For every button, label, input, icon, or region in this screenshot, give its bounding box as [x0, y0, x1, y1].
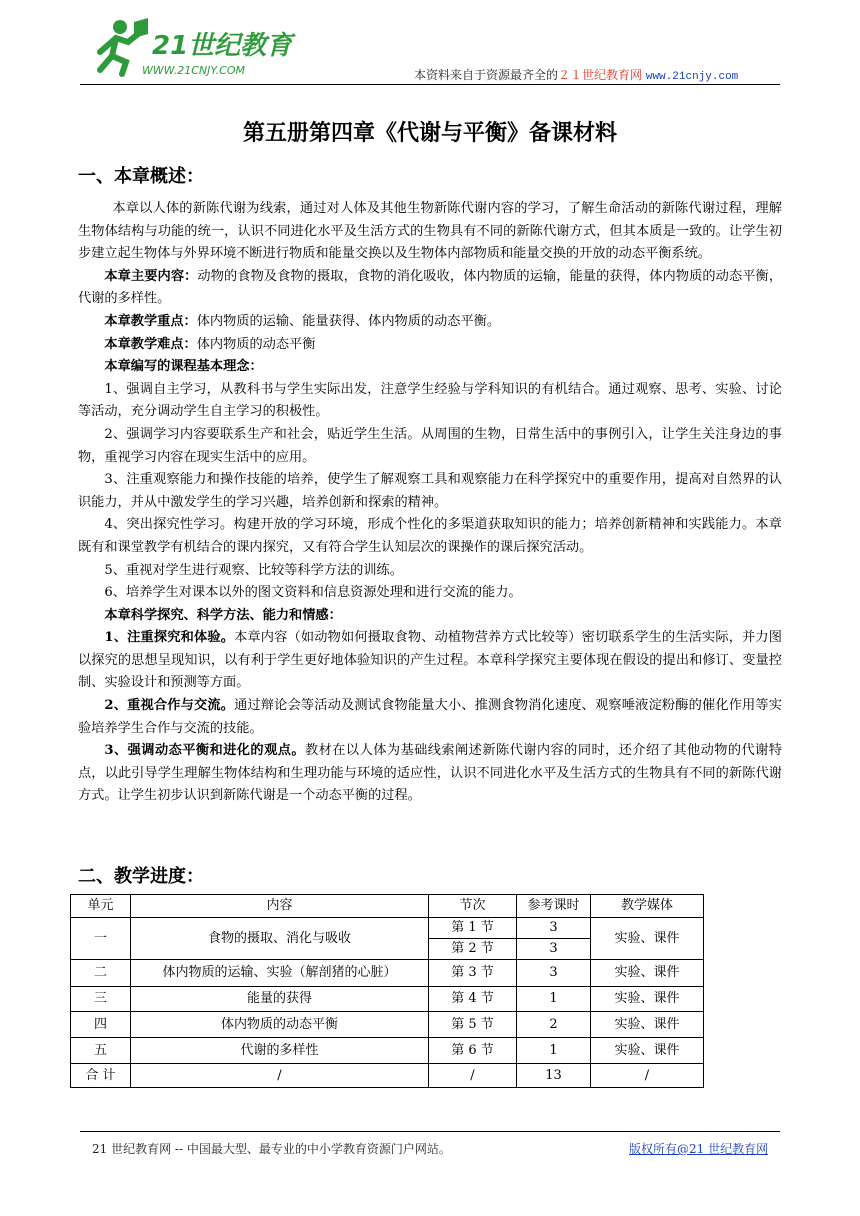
hours-cell: 13 [517, 1064, 591, 1088]
idea-item: 2、强调学习内容要联系生产和社会，贴近学生生活。从周围的生物，日常生活中的事例引入，让学生关注身边的事物，重视学习内容在现实生活中的应用。 [78, 426, 782, 465]
header-cell: 教学媒体 [591, 895, 704, 918]
media-cell: 实验、课件 [591, 987, 704, 1012]
hours-cell: 3 [517, 918, 591, 939]
hours-cell: 1 [517, 987, 591, 1012]
page-title: 第五册第四章《代谢与平衡》备课材料 [242, 121, 617, 146]
content-cell: 体内物质的动态平衡 [131, 1012, 429, 1038]
header-brand: ２１世纪教育网 [558, 68, 643, 82]
content-cell: 食物的摄取、消化与吸收 [131, 918, 429, 960]
header-cell: 单元 [71, 895, 131, 918]
unit-cell: 五 [71, 1038, 131, 1064]
ideas-heading: 本章编写的课程基本理念： [104, 359, 263, 375]
media-cell: 实验、课件 [591, 1012, 704, 1038]
header-site-link[interactable]: www.21cnjy.com [645, 71, 739, 83]
science-heading: 本章科学探究、科学方法、能力和情感： [104, 607, 342, 623]
section-cell: 第 1 节 [429, 918, 517, 939]
table-row [71, 1038, 704, 1064]
total-label-cell: 合 计 [71, 1064, 131, 1088]
header-source-note [414, 66, 738, 83]
section-cell: 第 2 节 [429, 939, 517, 960]
table-row [71, 918, 704, 939]
svg-text:WWW.21CNJY.COM: WWW.21CNJY.COM [142, 64, 246, 77]
unit-cell: 二 [71, 960, 131, 987]
content-cell: 体内物质的运输、实验（解剖猪的心脏） [131, 960, 429, 987]
header-cell: 内容 [131, 895, 429, 918]
content-cell: 代谢的多样性 [131, 1038, 429, 1064]
media-cell: 实验、课件 [591, 960, 704, 987]
media-cell: / [591, 1064, 704, 1088]
section2-heading: 二、教学进度： [78, 866, 204, 887]
svg-text:21世纪教育: 21世纪教育 [152, 31, 293, 61]
table-total-row [71, 1064, 704, 1088]
footer-rule [80, 1131, 780, 1132]
section-cell: 第 6 节 [429, 1038, 517, 1064]
footer-site-tagline: 21 世纪教育网 -- 中国最大型、最专业的中小学教育资源门户网站。 [92, 1142, 451, 1156]
header-cell: 节次 [429, 895, 517, 918]
table-row [71, 987, 704, 1012]
hours-cell: 1 [517, 1038, 591, 1064]
content-cell: / [131, 1064, 429, 1088]
intro-paragraph: 本章以人体的新陈代谢为线索，通过对人体及其他生物新陈代谢内容的学习，了解生命活动的新陈代谢过程，理解生物体结构与功能的统一，认识不同进化水平及生活方式的生物具有不同的新陈代谢方式，但其本质是一致的。让学生初步建立起生物体与外界环境不断进行物质和能量交换以及生物体内部物质和能量交换的开放的动态平衡系统。 [78, 201, 782, 262]
idea-item: 6、培养学生对课本以外的图文资料和信息资源处理和进行交流的能力。 [104, 585, 522, 601]
science-item: 1、注重探究和体验。本章内容（如动物如何摄取食物、动植物营养方式比较等）密切联系学生的生活实际，并力图以探究的思想呈现知识，以有利于学生更好地体验知识的产生过程。本章科学探究主要体现在假设的提出和修订、变量控制、实验设计和预测等方面。 [78, 630, 782, 691]
table-row [71, 1012, 704, 1038]
header-rule [80, 84, 780, 85]
science-item: 3、强调动态平衡和进化的观点。教材在以人体为基础线索阐述新陈代谢内容的同时，还介绍了其他动物的代谢特点，以此引导学生理解生物体结构和生理功能与环境的适应性，认识不同进化水平及生活方式的生物具有不同的新陈代谢方式。让学生初步认识到新陈代谢是一个动态平衡的过程。 [78, 743, 782, 804]
section-cell: 第 4 节 [429, 987, 517, 1012]
main-content-paragraph: 本章主要内容：动物的食物及食物的摄取，食物的消化吸收，体内物质的运输，能量的获得，体内物质的动态平衡，代谢的多样性。 [78, 268, 783, 307]
header-cell: 参考课时 [517, 895, 591, 918]
footer-copyright-link[interactable]: 版权所有@21 世纪教育网 [629, 1142, 769, 1156]
idea-item: 1、强调自主学习，从教科书与学生实际出发，注意学生经验与学科知识的有机结合。通过观察、思考、实验、讨论等活动，充分调动学生自主学习的积极性。 [78, 381, 782, 420]
unit-cell: 四 [71, 1012, 131, 1038]
section1-body [78, 198, 782, 808]
site-logo [82, 12, 302, 82]
section-cell: 第 3 节 [429, 960, 517, 987]
hours-cell: 3 [517, 960, 591, 987]
runner-logo-icon [82, 12, 302, 82]
idea-item: 3、注重观察能力和操作技能的培养，使学生了解观察工具和观察能力在科学探究中的重要作用，提高对自然界的认识能力，并从中激发学生的学习兴趣，培养创新和探索的精神。 [78, 472, 782, 510]
media-cell: 实验、课件 [591, 918, 704, 960]
table-header-row [71, 895, 704, 918]
section-cell: 第 5 节 [429, 1012, 517, 1038]
hours-cell: 3 [517, 939, 591, 960]
hours-cell: 2 [517, 1012, 591, 1038]
header-source-prefix: 本资料来自于资源最齐全的 [414, 68, 559, 82]
media-cell: 实验、课件 [591, 1038, 704, 1064]
table-row [71, 960, 704, 987]
section-cell: / [429, 1064, 517, 1088]
unit-cell: 一 [71, 918, 131, 960]
unit-cell: 三 [71, 987, 131, 1012]
science-item: 2、重视合作与交流。通过辩论会等活动及测试食物能量大小、推测食物消化速度、观察唾液淀粉酶的催化作用等实验培养学生合作与交流的技能。 [78, 698, 782, 736]
idea-item: 4、突出探究性学习。构建开放的学习环境，形成个性化的多渠道获取知识的能力；培养创新精神和实践能力。本章既有和课堂教学有机结合的课内探究，又有符合学生认知层次的课操作的课后探究活动。 [78, 517, 782, 555]
idea-item: 5、重视对学生进行观察、比较等科学方法的训练。 [104, 562, 403, 578]
section1-heading: 一、本章概述： [78, 166, 204, 187]
difficulty-paragraph: 本章教学难点：体内物质的动态平衡 [104, 336, 316, 352]
key-points-paragraph: 本章教学重点：体内物质的运输、能量获得、体内物质的动态平衡。 [104, 313, 501, 329]
content-cell: 能量的获得 [131, 987, 429, 1012]
schedule-table [70, 894, 704, 1088]
